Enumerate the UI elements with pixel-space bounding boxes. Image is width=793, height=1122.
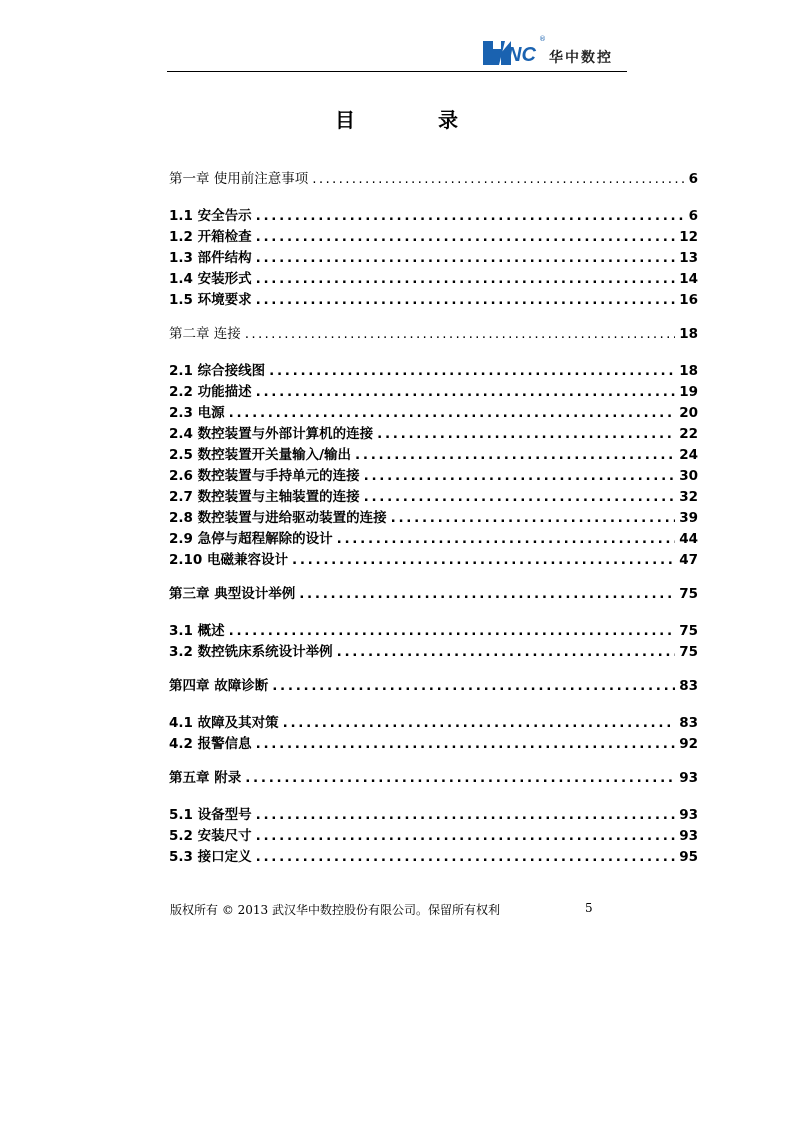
- toc-entry-label: 3.1 概述: [169, 623, 225, 639]
- dot-leader: [269, 361, 675, 381]
- toc-entry-page: 32: [679, 489, 698, 505]
- toc-entry-label: 4.1 故障及其对策: [169, 715, 279, 731]
- dot-leader: [256, 269, 676, 289]
- toc-entry-page: 83: [679, 715, 698, 731]
- company-name: 华中数控: [549, 50, 613, 66]
- toc-entry-page: 19: [679, 384, 698, 400]
- toc-entry[interactable]: [169, 248, 698, 268]
- toc-entry-label: 1.3 部件结构: [169, 250, 252, 266]
- toc-entry-page: 20: [679, 405, 698, 421]
- toc-entry-page: 75: [679, 644, 698, 660]
- dot-leader: [299, 584, 675, 604]
- toc-entry-page: 22: [679, 426, 698, 442]
- header-divider: [167, 71, 627, 72]
- registered-mark: ®: [539, 35, 546, 43]
- dot-leader: [355, 445, 675, 465]
- svg-text:NC: NC: [507, 44, 536, 66]
- dot-leader: [256, 805, 676, 825]
- dot-leader: [272, 676, 675, 696]
- toc-entry-label: 1.1 安全告示: [169, 208, 252, 224]
- toc-entry[interactable]: [169, 805, 698, 825]
- dot-leader: [256, 734, 676, 754]
- toc-entry[interactable]: [169, 508, 698, 528]
- dot-leader: [229, 403, 676, 423]
- toc-entry-label: 第五章 附录: [169, 770, 242, 786]
- dot-leader: [256, 227, 676, 247]
- toc-entry[interactable]: [169, 382, 698, 402]
- dot-leader: [229, 621, 676, 641]
- toc-entry[interactable]: [169, 621, 698, 641]
- toc-entry[interactable]: [169, 227, 698, 247]
- copyright-footer: 版权所有 © 2013 武汉华中数控股份有限公司。保留所有权利: [170, 903, 500, 917]
- toc-entry-label: 2.10 电磁兼容设计: [169, 552, 289, 568]
- toc-entry-label: 2.1 综合接线图: [169, 363, 266, 379]
- toc-entry-page: 39: [679, 510, 698, 526]
- toc-entry[interactable]: [169, 487, 698, 507]
- dot-leader: [364, 487, 676, 507]
- dot-leader: [256, 382, 676, 402]
- hnc-logo-icon: [481, 37, 545, 69]
- toc-entry-label: 1.4 安装形式: [169, 271, 252, 287]
- dot-leader: [364, 466, 676, 486]
- dot-leader: [245, 768, 675, 788]
- toc-entry[interactable]: [169, 424, 698, 444]
- toc-entry-page: 44: [679, 531, 698, 547]
- dot-leader: [292, 550, 675, 570]
- toc-entry-page: 13: [679, 250, 698, 266]
- toc-entry[interactable]: [169, 529, 698, 549]
- toc-entry[interactable]: [169, 768, 698, 788]
- toc-entry-page: 92: [679, 736, 698, 752]
- toc-entry[interactable]: [169, 584, 698, 604]
- dot-leader: [256, 290, 676, 310]
- toc-entry[interactable]: [169, 290, 698, 310]
- dot-leader: [337, 529, 676, 549]
- dot-leader: [377, 424, 675, 444]
- dot-leader: [256, 847, 676, 867]
- toc-entry-page: 6: [688, 208, 698, 224]
- toc-entry-page: 93: [679, 807, 698, 823]
- toc-entry-label: 1.2 开箱检查: [169, 229, 252, 245]
- toc-entry-label: 2.8 数控装置与进给驱动装置的连接: [169, 510, 387, 526]
- toc-entry-page: 6: [688, 171, 698, 187]
- toc-entry[interactable]: [169, 206, 698, 226]
- toc-entry-label: 2.7 数控装置与主轴装置的连接: [169, 489, 360, 505]
- toc-entry-page: 95: [679, 849, 698, 865]
- toc-entry-label: 1.5 环境要求: [169, 292, 252, 308]
- toc-entry-page: 75: [679, 623, 698, 639]
- toc-entry-label: 第四章 故障诊断: [169, 678, 269, 694]
- toc-entry-page: 12: [679, 229, 698, 245]
- toc-entry-label: 5.2 安装尺寸: [169, 828, 252, 844]
- toc-entry-label: 第三章 典型设计举例: [169, 586, 296, 602]
- toc-entry[interactable]: [169, 466, 698, 486]
- toc-entry[interactable]: [169, 403, 698, 423]
- toc-entry-label: 2.4 数控装置与外部计算机的连接: [169, 426, 374, 442]
- dot-leader: [245, 324, 675, 344]
- toc-entry-label: 3.2 数控铣床系统设计举例: [169, 644, 333, 660]
- toc-entry[interactable]: [169, 847, 698, 867]
- toc-entry-page: 18: [679, 363, 698, 379]
- toc-entry-label: 2.9 急停与超程解除的设计: [169, 531, 333, 547]
- page-number: 5: [585, 901, 593, 915]
- toc-entry[interactable]: [169, 324, 698, 344]
- dot-leader: [256, 206, 685, 226]
- toc-entry[interactable]: [169, 169, 698, 189]
- toc-entry[interactable]: [169, 550, 698, 570]
- dot-leader: [312, 169, 684, 189]
- dot-leader: [283, 713, 676, 733]
- dot-leader: [256, 248, 676, 268]
- page-title: 目 录: [335, 108, 496, 132]
- toc-entry[interactable]: [169, 445, 698, 465]
- toc-entry-label: 2.5 数控装置开关量输入/输出: [169, 447, 352, 463]
- toc-entry[interactable]: [169, 713, 698, 733]
- toc-entry-page: 30: [679, 468, 698, 484]
- toc-entry-label: 5.3 接口定义: [169, 849, 252, 865]
- toc-entry-label: 2.6 数控装置与手持单元的连接: [169, 468, 360, 484]
- toc-entry[interactable]: [169, 676, 698, 696]
- toc-entry[interactable]: [169, 361, 698, 381]
- toc-entry-page: 93: [679, 770, 698, 786]
- toc-entry[interactable]: [169, 734, 698, 754]
- toc-entry-page: 18: [679, 326, 698, 342]
- toc-entry-page: 93: [679, 828, 698, 844]
- toc-entry-label: 5.1 设备型号: [169, 807, 252, 823]
- toc-entry-page: 75: [679, 586, 698, 602]
- toc-entry-page: 24: [679, 447, 698, 463]
- toc-entry[interactable]: [169, 269, 698, 289]
- toc-entry-page: 16: [679, 292, 698, 308]
- toc-entry-label: 2.2 功能描述: [169, 384, 252, 400]
- toc-entry-page: 83: [679, 678, 698, 694]
- toc-entry-label: 4.2 报警信息: [169, 736, 252, 752]
- toc-entry-label: 第二章 连接: [169, 326, 241, 342]
- toc-entry-page: 14: [679, 271, 698, 287]
- dot-leader: [391, 508, 676, 528]
- dot-leader: [256, 826, 676, 846]
- toc-entry-page: 47: [679, 552, 698, 568]
- toc-entry-label: 第一章 使用前注意事项: [169, 171, 309, 187]
- toc-entry[interactable]: [169, 642, 698, 662]
- company-logo: [481, 36, 631, 70]
- toc-entry-label: 2.3 电源: [169, 405, 225, 421]
- dot-leader: [337, 642, 676, 662]
- toc-entry[interactable]: [169, 826, 698, 846]
